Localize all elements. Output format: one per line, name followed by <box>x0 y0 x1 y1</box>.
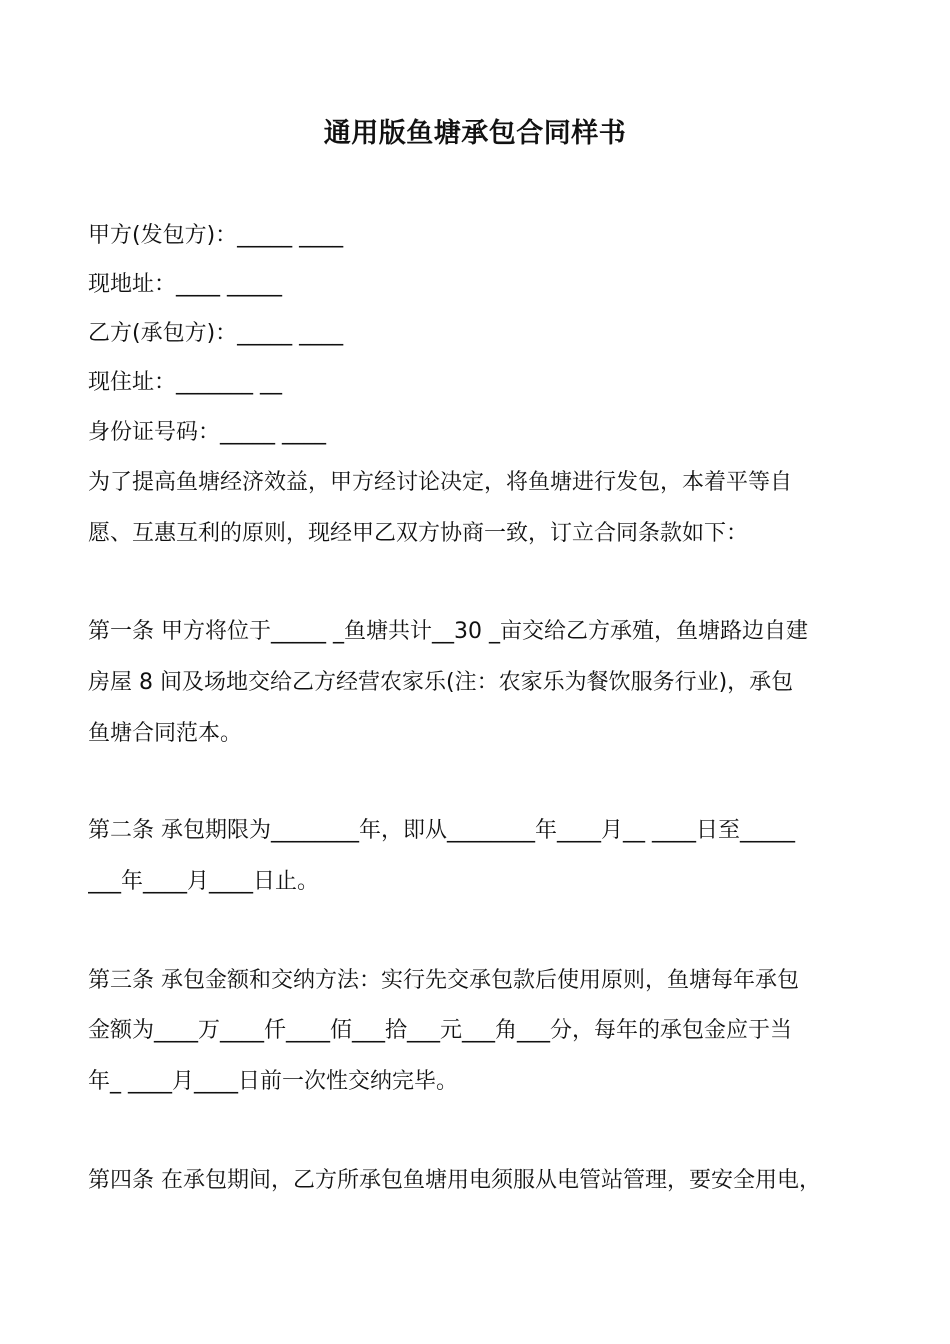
intro-paragraph-line-1: 为了提高鱼塘经济效益，甲方经讨论决定，将鱼塘进行发包，本着平等自 <box>88 470 793 495</box>
article-3-line-1: 第三条 承包金额和交纳方法：实行先交承包款后使用原则，鱼塘每年承包 <box>88 968 799 993</box>
party-b-line: 乙方(承包方)：_____ ____ <box>88 321 344 346</box>
article-3-line-2: 金额为____万____仟____佰___拾___元___角___分，每年的承包金应于当 <box>88 1018 793 1043</box>
article-1-line-2: 房屋 8 间及场地交给乙方经营农家乐(注：农家乐为餐饮服务行业)，承包 <box>88 670 794 695</box>
party-a-line: 甲方(发包方)：_____ ____ <box>88 223 344 248</box>
article-2-line-2: ___年____月____日止。 <box>88 869 320 894</box>
intro-paragraph-line-2: 愿、互惠互利的原则，现经甲乙双方协商一致，订立合同条款如下： <box>88 521 749 546</box>
id-number-line: 身份证号码：_____ ____ <box>88 420 326 445</box>
party-a-address-line: 现地址：____ _____ <box>88 272 282 297</box>
document-title: 通用版鱼塘承包合同样书 <box>323 118 627 149</box>
article-2-line-1: 第二条 承包期限为________年，即从________年____月__ ____日至_____ <box>88 818 795 843</box>
article-1-line-1: 第一条 甲方将位于_____ _鱼塘共计__30 _亩交给乙方承殖，鱼塘路边自建 <box>88 619 808 644</box>
article-3-line-3: 年_ ____月____日前一次性交纳完毕。 <box>88 1069 458 1094</box>
article-4-line-1: 第四条 在承包期间，乙方所承包鱼塘用电须服从电管站管理，要安全用电， <box>88 1168 821 1193</box>
article-1-line-3: 鱼塘合同范本。 <box>88 721 243 746</box>
party-b-address-line: 现住址：_______ __ <box>88 370 282 395</box>
